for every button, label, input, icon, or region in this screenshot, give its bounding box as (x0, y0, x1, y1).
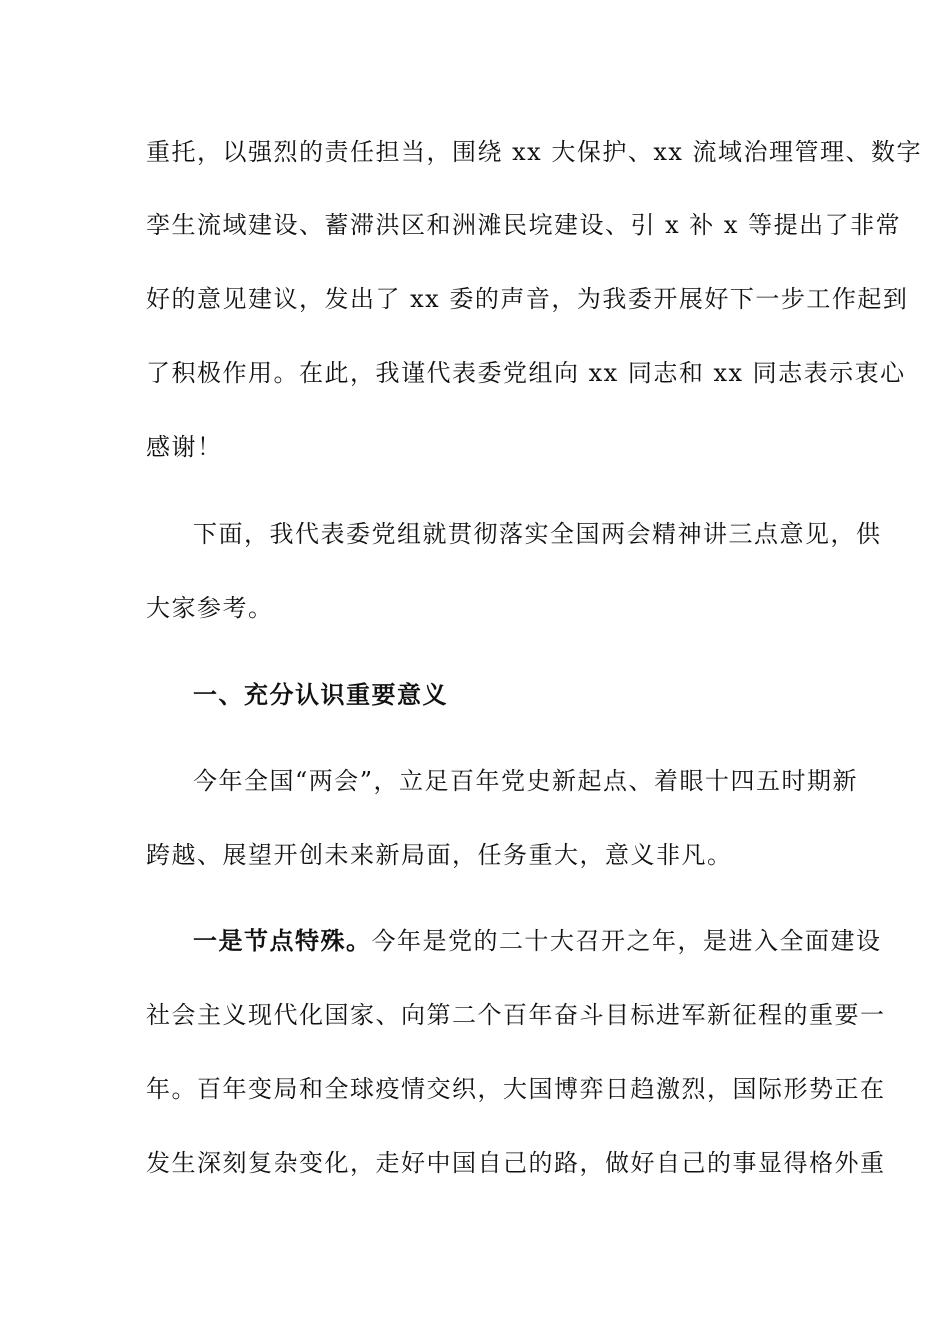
paragraph-line: 今年全国“两会”，立足百年党史新起点、着眼十四五时期新 (193, 767, 859, 795)
paragraph-line: 孪生流域建设、蓄滞洪区和洲滩民垸建设、引 x 补 x 等提出了非常 (146, 211, 902, 239)
paragraph-line: 了积极作用。在此，我谨代表委党组向 xx 同志和 xx 同志表示衷心 (146, 359, 906, 387)
paragraph-line: 社会主义现代化国家、向第二个百年奋斗目标进军新征程的重要一 (146, 1001, 886, 1029)
paragraph-line: 感谢！ (146, 433, 223, 461)
paragraph-line: 跨越、展望开创未来新局面，任务重大，意义非凡。 (146, 841, 733, 869)
point-text: 今年是党的二十大召开之年，是进入全面建设 (371, 927, 882, 955)
paragraph-line: 下面，我代表委党组就贯彻落实全国两会精神讲三点意见，供 (193, 520, 882, 548)
section-heading: 一、充分认识重要意义 (193, 681, 448, 709)
paragraph-line: 好的意见建议，发出了 xx 委的声音，为我委开展好下一步工作起到 (146, 285, 909, 313)
paragraph-line (193, 926, 882, 956)
point-lead: 一是节点特殊。 (193, 927, 372, 955)
paragraph-line: 发生深刻复杂变化，走好中国自己的路，做好自己的事显得格外重 (146, 1149, 886, 1177)
paragraph-line: 重托，以强烈的责任担当，围绕 xx 大保护、xx 流域治理管理、数字 (146, 138, 923, 166)
paragraph-line: 大家参考。 (146, 594, 274, 622)
paragraph-line: 年。百年变局和全球疫情交织，大国博弈日趋激烈，国际形势正在 (146, 1075, 886, 1103)
